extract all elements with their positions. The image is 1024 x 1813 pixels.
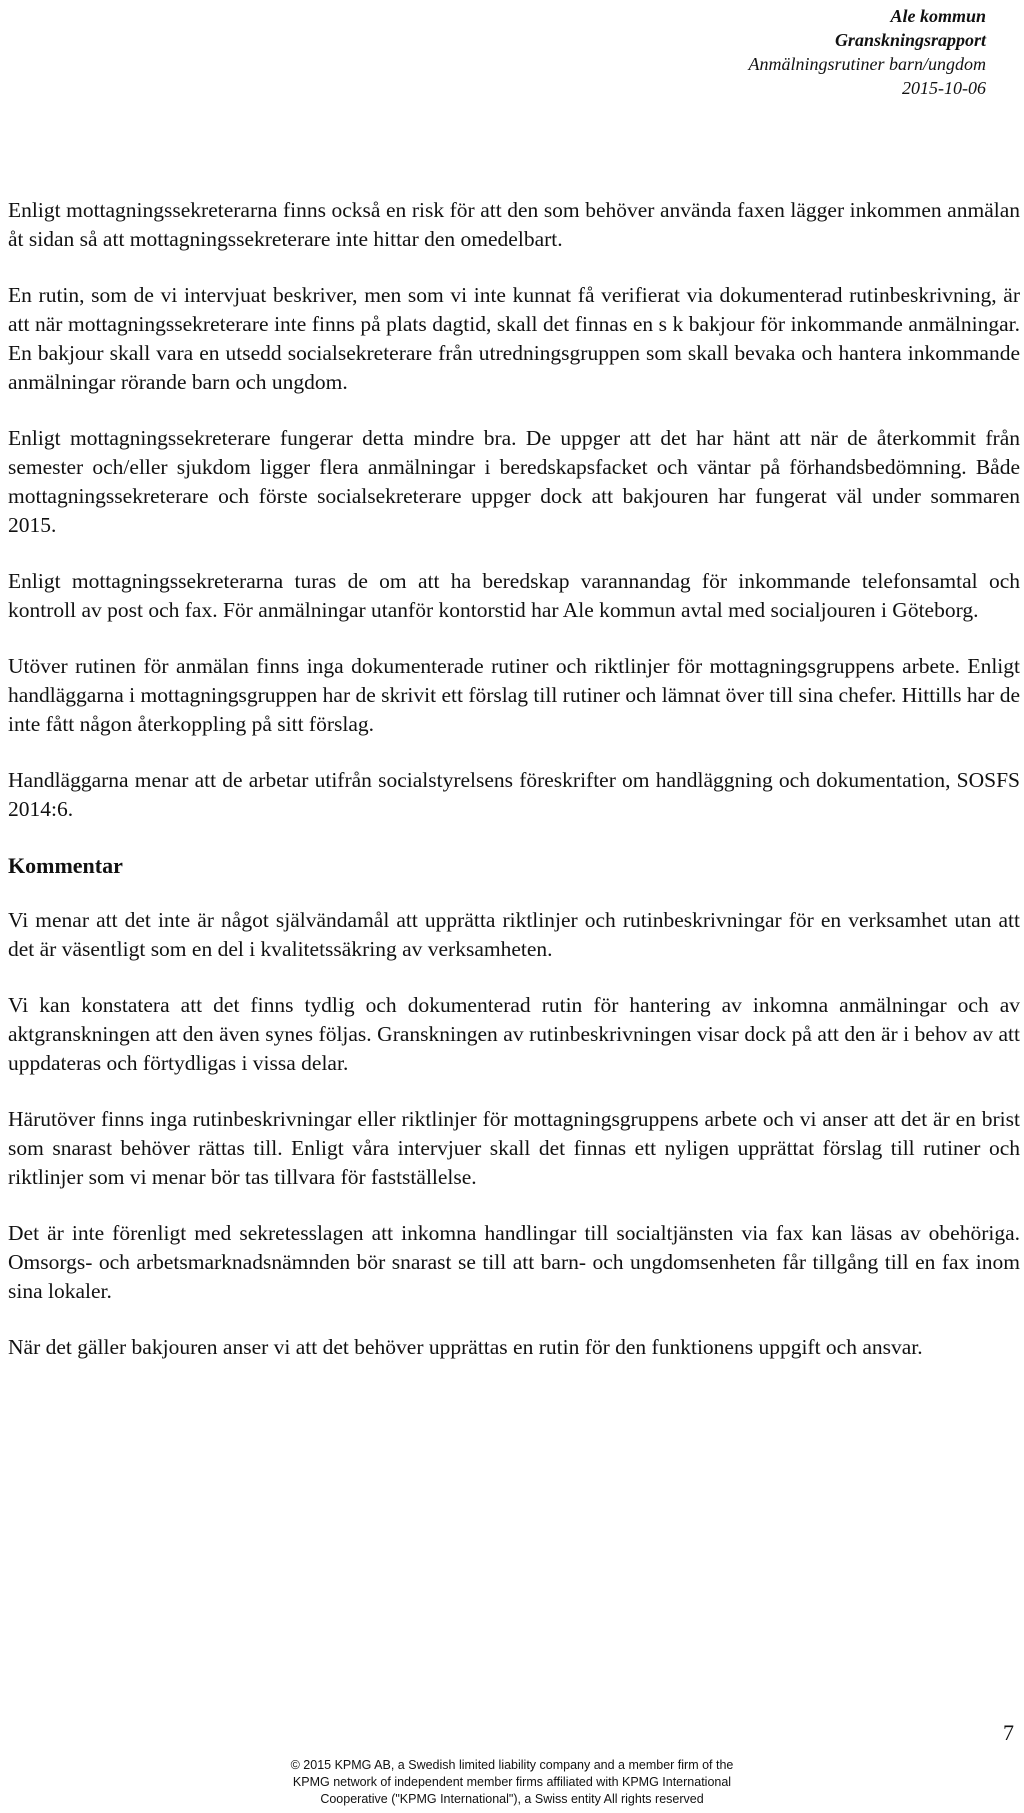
page-number: 7 (1003, 1720, 1014, 1745)
footer-line: © 2015 KPMG AB, a Swedish limited liability company and a member firm of the (290, 1758, 734, 1772)
body-paragraph: Enligt mottagningssekreterarna finns också en risk för att den som behöver använda faxen lägger inkommen anmälan åt sidan så att mottagningssekreterare inte hittar den omedelbart. (8, 198, 1020, 251)
body-paragraph: Enligt mottagningssekreterarna turas de om att ha beredskap varannandag för inkommande telefonsamtal och kontroll av post och fax. För anmälningar utanför kontorstid har Ale kommun avtal med socialjouren i Göteborg. (8, 569, 1020, 622)
comment-paragraph: När det gäller bakjouren anser vi att det behöver upprättas en rutin för den funktionens uppgift och ansvar. (8, 1335, 923, 1359)
comment-paragraph: Vi menar att det inte är något självändamål att upprätta riktlinjer och rutinbeskrivningar för en verksamhet utan att det är väsentligt som en del i kvalitetssäkring av verksamheten. (8, 908, 1020, 961)
body-paragraph: Handläggarna menar att de arbetar utifrån socialstyrelsens föreskrifter om handläggning och dokumentation, SOSFS 2014:6. (8, 768, 1020, 821)
comment-paragraph: Vi kan konstatera att det finns tydlig och dokumenterad rutin för hantering av inkomna anmälningar och av aktgranskningen att den även synes följas. Granskningen av rutinbeskrivningen visar dock på att den är i behov av att uppdateras och förtydligas i vissa delar. (8, 993, 1020, 1075)
footer-line: Cooperative ("KPMG International"), a Swiss entity All rights reserved (320, 1792, 704, 1806)
header-date: 2015-10-06 (902, 78, 986, 98)
header-organization: Ale kommun (890, 6, 986, 26)
page-body (8, 196, 1020, 1389)
header-subject: Anmälningsrutiner barn/ungdom (748, 54, 986, 74)
body-paragraph: En rutin, som de vi intervjuat beskriver, men som vi inte kunnat få verifierat via dokumenterad rutinbeskrivning, är att när mottagningssekreterare inte finns på plats dagtid, skall det finnas en s k bakjour för inkommande anmälningar. En bakjour skall vara en utsedd socialsekreterare från utredningsgruppen som skall bevaka och hantera inkommande anmälningar rörande barn och ungdom. (8, 283, 1020, 394)
header-document-type: Granskningsrapport (834, 30, 986, 50)
comment-paragraph: Härutöver finns inga rutinbeskrivningar eller riktlinjer för mottagningsgruppens arbete och vi anser att det är en brist som snarast behöver rättas till. Enligt våra intervjuer skall det finnas ett nyligen upprättat förslag till rutiner och riktlinjer som vi menar bör tas tillvara för fastställelse. (8, 1107, 1020, 1189)
body-paragraph: Enligt mottagningssekreterare fungerar detta mindre bra. De uppger att det har hänt att när de återkommit från semester och/eller sjukdom ligger flera anmälningar i beredskapsfacket och väntar på förhandsbedömning. Både mottagningssekreterare och förste socialsekreterare uppger dock att bakjouren har fungerat väl under sommaren 2015. (8, 426, 1020, 537)
section-heading: Kommentar (8, 853, 123, 878)
page-header (748, 4, 986, 100)
footer-line: KPMG network of independent member firms affiliated with KPMG International (292, 1775, 732, 1789)
body-paragraph: Utöver rutinen för anmälan finns inga dokumenterade rutiner och riktlinjer för mottagningsgruppens arbete. Enligt handläggarna i mottagningsgruppen har de skrivit ett förslag till rutiner och lämnat över till sina chefer. Hittills har de inte fått någon återkoppling på sitt förslag. (8, 654, 1021, 736)
comment-paragraph: Det är inte förenligt med sekretesslagen att inkomna handlingar till socialtjänsten via fax kan läsas av obehöriga. Omsorgs- och arbetsmarknadsnämnden bör snarast se till att barn- och ungdomsenheten får tillgång till en fax inom sina lokaler. (8, 1221, 1020, 1303)
copyright-footer (0, 1757, 1024, 1808)
